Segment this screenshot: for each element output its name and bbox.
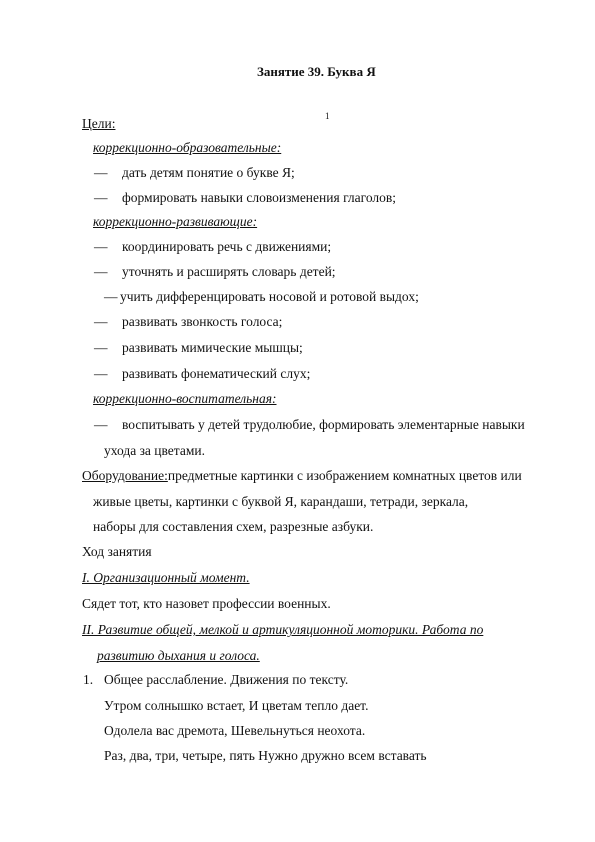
- list-number: 1.: [83, 672, 94, 687]
- list-item: воспитывать у детей трудолюбие, формировать элементарные навыки: [122, 417, 525, 432]
- list-dash: —: [104, 289, 118, 304]
- list-item: развивать звонкость голоса;: [122, 314, 283, 329]
- part1-text: Сядет тот, кто назовет профессии военных.: [82, 596, 331, 611]
- list-dash: —: [94, 239, 108, 254]
- list-dash: —: [94, 314, 108, 329]
- list-item: развивать фонематический слух;: [122, 366, 311, 381]
- equipment-line: живые цветы, картинки с буквой Я, карандаши, тетради, зеркала,: [93, 494, 469, 509]
- equipment-label: Оборудование:: [82, 468, 168, 483]
- section-heading-educational: коррекционно-образовательные:: [93, 140, 282, 155]
- list-item: дать детям понятие о букве Я;: [122, 165, 295, 180]
- list-item: учить дифференцировать носовой и ротовой выдох;: [120, 289, 419, 304]
- list-dash: —: [94, 190, 108, 205]
- list-item: развивать мимические мышцы;: [122, 340, 303, 355]
- list-item-continuation: ухода за цветами.: [104, 443, 205, 458]
- list-item: уточнять и расширять словарь детей;: [122, 264, 336, 279]
- part2-heading-cont: развитию дыхания и голоса.: [97, 648, 260, 663]
- goals-label: Цели:: [82, 116, 116, 131]
- document-title: Занятие 39. Буква Я: [257, 64, 376, 79]
- equipment-line: наборы для составления схем, разрезные азбуки.: [93, 519, 374, 534]
- list-dash: —: [94, 340, 108, 355]
- poem-line: Раз, два, три, четыре, пять Нужно дружно всем вставать: [104, 748, 427, 763]
- part1-heading: I. Организационный момент.: [82, 570, 250, 585]
- list-dash: —: [94, 264, 108, 279]
- equipment-paragraph: [82, 468, 522, 484]
- equipment-line: предметные картинки с изображением комнатных цветов или: [167, 468, 522, 483]
- list-item: формировать навыки словоизменения глаголов;: [122, 190, 397, 205]
- list-dash: —: [94, 165, 108, 180]
- list-dash: —: [94, 417, 108, 432]
- list-dash: —: [94, 366, 108, 381]
- page-mark: 1: [325, 111, 330, 121]
- part2-heading: II. Развитие общей, мелкой и артикуляционной моторики. Работа по: [82, 622, 484, 637]
- poem-line: Утром солнышко встает, И цветам тепло дает.: [104, 698, 369, 713]
- lesson-flow-heading: Ход занятия: [82, 544, 152, 559]
- section-heading-upbringing: коррекционно-воспитательная:: [93, 391, 277, 406]
- section-heading-developmental: коррекционно-развивающие:: [93, 214, 258, 229]
- list-item: координировать речь с движениями;: [122, 239, 332, 254]
- poem-line: Одолела вас дремота, Шевельнуться неохота.: [104, 723, 366, 738]
- numbered-item: Общее расслабление. Движения по тексту.: [104, 672, 349, 687]
